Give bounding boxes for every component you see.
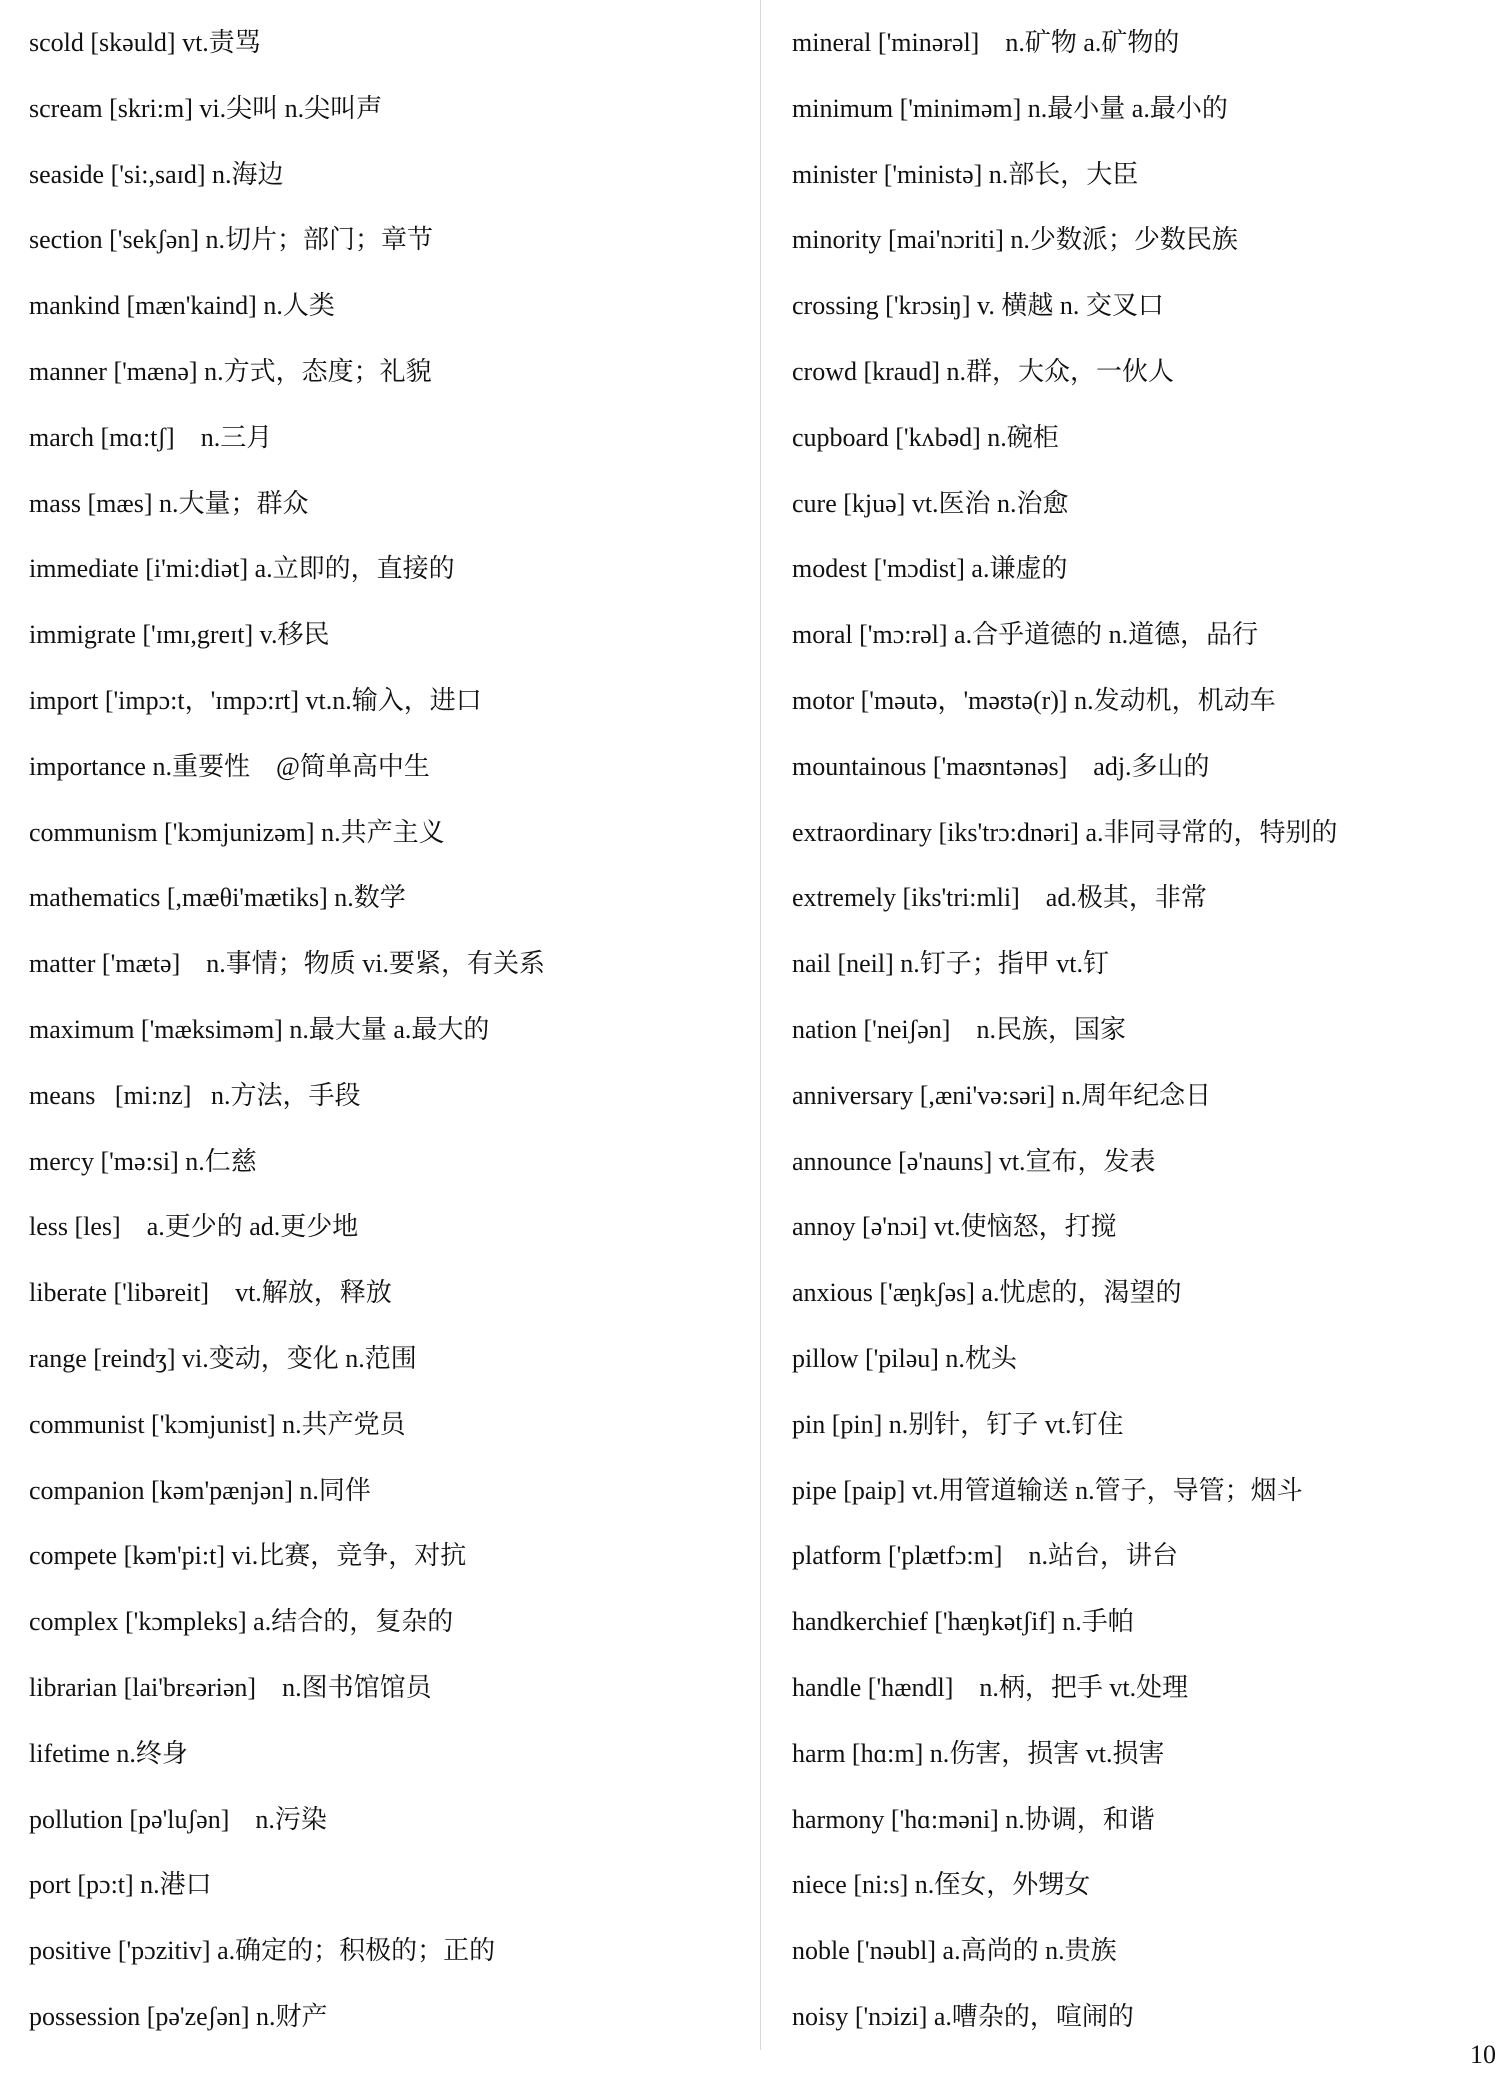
vocabulary-entry: mountainous ['maʊntənəs] adj.多山的 (792, 751, 1210, 781)
vocabulary-entry: port [pɔ:t] n.港口 (29, 1870, 212, 1900)
page-number: 10 (1470, 2040, 1496, 2069)
vocabulary-entry: less [les] a.更少的 ad.更少地 (29, 1212, 359, 1242)
vocabulary-entry: extraordinary [iks'trɔ:dnəri] a.非同寻常的，特别的 (792, 817, 1338, 847)
vocabulary-entry: range [reindʒ] vi.变动，变化 n.范围 (29, 1343, 417, 1373)
vocabulary-entry: communism ['kɔmjunizəm] n.共产主义 (29, 817, 445, 847)
vocabulary-entry: scold [skəuld] vt.责骂 (29, 28, 261, 57)
vocabulary-entry: pipe [paip] vt.用管道输送 n.管子，导管；烟斗 (792, 1475, 1303, 1505)
vocabulary-entry: librarian [lai'brεəriən] n.图书馆馆员 (29, 1672, 432, 1702)
vocabulary-entry: lifetime n.终身 (29, 1738, 188, 1768)
vocabulary-entry: seaside ['si:,saɪd] n.海边 (29, 159, 284, 189)
vocabulary-entry: crowd [kraud] n.群，大众，一伙人 (792, 356, 1174, 386)
vocabulary-entry: handkerchief ['hæŋkətʃif] n.手帕 (792, 1607, 1134, 1637)
vocabulary-entry: positive ['pɔzitiv] a.确定的；积极的；正的 (29, 1936, 496, 1966)
vocabulary-entry: importance n.重要性 @简单高中生 (29, 751, 430, 781)
vocabulary-entry: mass [mæs] n.大量；群众 (29, 488, 309, 518)
vocabulary-entry: anxious ['æŋkʃəs] a.忧虑的，渴望的 (792, 1278, 1182, 1308)
vocabulary-entry: pin [pin] n.别针，钉子 vt.钉住 (792, 1409, 1124, 1439)
vocabulary-entry: pollution [pə'luʃən] n.污染 (29, 1804, 327, 1834)
vocabulary-entry: anniversary [,æni'və:səri] n.周年纪念日 (792, 1080, 1212, 1110)
vocabulary-entry: march [mɑ:tʃ] n.三月 (29, 422, 273, 452)
right-column (792, 10, 1482, 2050)
vocabulary-entry: niece [ni:s] n.侄女，外甥女 (792, 1870, 1091, 1900)
vocabulary-entry: complex ['kɔmpleks] a.结合的，复杂的 (29, 1607, 454, 1637)
vocabulary-entry: cure [kjuə] vt.医治 n.治愈 (792, 488, 1069, 518)
vocabulary-entry: annoy [ə'nɔi] vt.使恼怒，打搅 (792, 1212, 1117, 1242)
vocabulary-entry: extremely [iks'tri:mli] ad.极其，非常 (792, 883, 1207, 913)
vocabulary-entry: import ['impɔ:t，'ɪmpɔ:rt] vt.n.输入，进口 (29, 685, 482, 715)
vocabulary-entry: mankind [mæn'kaind] n.人类 (29, 291, 335, 321)
vocabulary-entry: companion [kəm'pænjən] n.同伴 (29, 1475, 371, 1505)
vocabulary-entry: immigrate ['ɪmɪ,greɪt] v.移民 (29, 620, 330, 650)
vocabulary-entry: handle ['hændl] n.柄，把手 vt.处理 (792, 1672, 1189, 1702)
vocabulary-entry: mathematics [,mæθi'mætiks] n.数学 (29, 883, 406, 913)
vocabulary-entry: liberate ['libəreit] vt.解放，释放 (29, 1278, 392, 1308)
vocabulary-entry: announce [ə'nauns] vt.宣布，发表 (792, 1146, 1156, 1176)
vocabulary-entry: matter ['mætə] n.事情；物质 vi.要紧，有关系 (29, 949, 545, 979)
vocabulary-entry: modest ['mɔdist] a.谦虚的 (792, 554, 1068, 584)
vocabulary-entry: cupboard ['kʌbəd] n.碗柜 (792, 422, 1059, 452)
column-divider (760, 0, 761, 2050)
vocabulary-entry: noble ['nəubl] a.高尚的 n.贵族 (792, 1936, 1117, 1966)
vocabulary-entry: harmony ['hɑ:məni] n.协调，和谐 (792, 1804, 1155, 1834)
left-column (29, 10, 729, 2050)
vocabulary-entry: harm [hɑ:m] n.伤害，损害 vt.损害 (792, 1738, 1165, 1768)
vocabulary-entry: maximum ['mæksiməm] n.最大量 a.最大的 (29, 1014, 490, 1044)
vocabulary-entry: minimum ['miniməm] n.最小量 a.最小的 (792, 93, 1228, 123)
vocabulary-entry: mercy ['mə:si] n.仁慈 (29, 1146, 257, 1176)
vocabulary-entry: moral ['mɔ:rəl] a.合乎道德的 n.道德，品行 (792, 620, 1259, 650)
vocabulary-entry: compete [kəm'pi:t] vi.比赛，竞争，对抗 (29, 1541, 467, 1571)
vocabulary-entry: minister ['ministə] n.部长，大臣 (792, 159, 1139, 189)
vocabulary-entry: mineral ['minərəl] n.矿物 a.矿物的 (792, 28, 1180, 57)
vocabulary-entry: communist ['kɔmjunist] n.共产党员 (29, 1409, 406, 1439)
vocabulary-entry: minority [mai'nɔriti] n.少数派；少数民族 (792, 225, 1238, 255)
vocabulary-entry: platform ['plætfɔ:m] n.站台，讲台 (792, 1541, 1178, 1571)
vocabulary-entry: pillow ['piləu] n.枕头 (792, 1343, 1017, 1373)
vocabulary-entry: means [mi:nz] n.方法，手段 (29, 1080, 361, 1110)
vocabulary-entry: manner ['mænə] n.方式，态度；礼貌 (29, 356, 432, 386)
vocabulary-entry: crossing ['krɔsiŋ] v. 横越 n. 交叉口 (792, 291, 1164, 321)
vocabulary-entry: nation ['neiʃən] n.民族，国家 (792, 1014, 1126, 1044)
vocabulary-entry: nail [neil] n.钉子；指甲 vt.钉 (792, 949, 1110, 979)
vocabulary-entry: noisy ['nɔizi] a.嘈杂的，喧闹的 (792, 2001, 1134, 2031)
vocabulary-entry: possession [pə'zeʃən] n.财产 (29, 2001, 328, 2031)
vocabulary-entry: section ['sekʃən] n.切片；部门；章节 (29, 225, 434, 255)
vocabulary-entry: motor ['məutə，'məʊtə(r)] n.发动机，机动车 (792, 685, 1276, 715)
vocabulary-entry: immediate [i'mi:diət] a.立即的，直接的 (29, 554, 455, 584)
vocabulary-entry: scream [skri:m] vi.尖叫 n.尖叫声 (29, 93, 383, 123)
